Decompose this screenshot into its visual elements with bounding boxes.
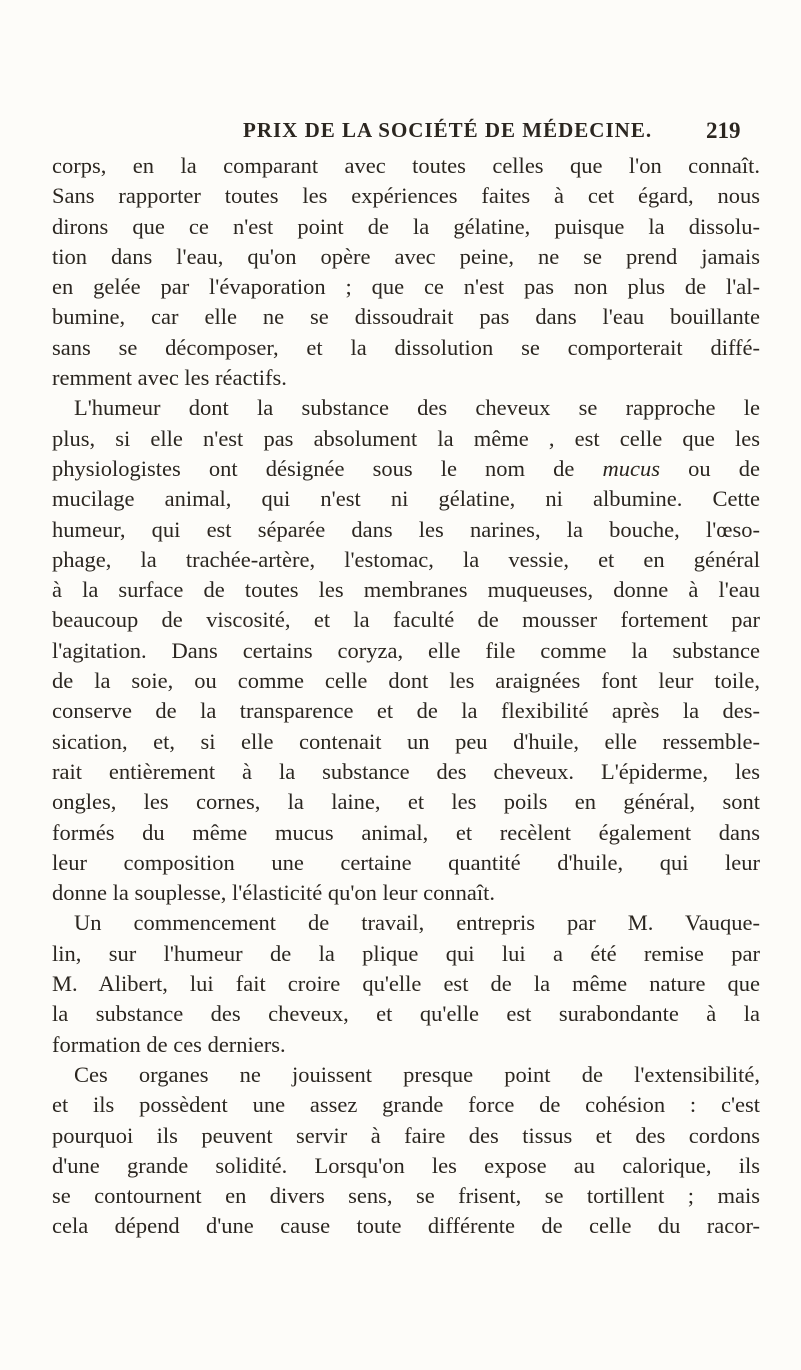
text-line-mucus: physiologistes ont désignée sous le nom de mucus ou de xyxy=(52,455,760,481)
text-line: formation de ces derniers. xyxy=(52,1031,286,1057)
text-line: remment avec les réactifs. xyxy=(52,365,287,391)
text-line: beaucoup de viscosité, et la faculté de mousser fortement par xyxy=(52,607,760,633)
text-line: conserve de la transparence et de la flexibilité après la des- xyxy=(52,698,760,724)
text-line: pourquoi ils peuvent servir à faire des tissus et des cordons xyxy=(52,1122,760,1148)
text-line: la substance des cheveux, et qu'elle est surabondante à la xyxy=(52,1001,760,1027)
text-line: à la surface de toutes les membranes muqueuses, donne à l'eau xyxy=(52,577,760,603)
text-line: sans se décomposer, et la dissolution se comporterait diffé- xyxy=(52,334,760,360)
text-line: en gelée par l'évaporation ; que ce n'est pas non plus de l'al- xyxy=(52,274,760,300)
text-line: lin, sur l'humeur de la plique qui lui a été remise par xyxy=(52,940,760,966)
text-line: L'humeur dont la substance des cheveux se rapproche le xyxy=(74,395,760,421)
running-head-title: PRIX DE LA SOCIÉTÉ DE MÉDECINE. xyxy=(243,118,653,142)
text-line: donne la souplesse, l'élasticité qu'on leur connaît. xyxy=(52,880,495,906)
text-line: bumine, car elle ne se dissoudrait pas dans l'eau bouillante xyxy=(52,304,760,330)
page-number: 219 xyxy=(706,118,741,143)
italic-term: mucus xyxy=(602,455,661,481)
text-line: cela dépend d'une cause toute différente de celle du racor- xyxy=(52,1213,760,1239)
text-line: leur composition une certaine quantité d'huile, qui leur xyxy=(52,849,760,875)
text-line: plus, si elle n'est pas absolument la même , est celle que les xyxy=(52,425,760,451)
text-line: corps, en la comparant avec toutes celles que l'on connaît. xyxy=(52,153,760,178)
text-line: sication, et, si elle contenait un peu d'huile, elle ressemble- xyxy=(52,728,760,754)
text-line: Sans rapporter toutes les expériences faites à cet égard, nous xyxy=(52,183,760,209)
text-line: se contournent en divers sens, se frisent, se tortillent ; mais xyxy=(52,1183,760,1209)
text-line: dirons que ce n'est point de la gélatine, puisque la dissolu- xyxy=(52,213,760,239)
text-line: mucilage animal, qui n'est ni gélatine, ni albumine. Cette xyxy=(52,486,760,512)
text-line: ongles, les cornes, la laine, et les poils en général, sont xyxy=(52,789,760,815)
text-line: de la soie, ou comme celle dont les araignées font leur toile, xyxy=(52,668,760,694)
text-line: l'agitation. Dans certains coryza, elle file comme la substance xyxy=(52,637,760,663)
text-line: tion dans l'eau, qu'on opère avec peine, ne se prend jamais xyxy=(52,243,760,269)
body-text xyxy=(52,151,760,1242)
text-line: Ces organes ne jouissent presque point de l'extensibilité, xyxy=(74,1061,760,1087)
running-head xyxy=(0,118,801,148)
text-line: Un commencement de travail, entrepris par M. Vauque- xyxy=(74,910,760,936)
text-line: rait entièrement à la substance des cheveux. L'épiderme, les xyxy=(52,758,760,784)
text-line: phage, la trachée-artère, l'estomac, la vessie, et en général xyxy=(52,546,760,572)
text-line: et ils possèdent une assez grande force de cohésion : c'est xyxy=(52,1092,760,1118)
text-line: d'une grande solidité. Lorsqu'on les expose au calorique, ils xyxy=(52,1152,760,1178)
text-line: formés du même mucus animal, et recèlent également dans xyxy=(52,819,760,845)
text-line: humeur, qui est séparée dans les narines, la bouche, l'œso- xyxy=(52,516,760,542)
text-line: M. Alibert, lui fait croire qu'elle est de la même nature que xyxy=(52,971,760,997)
